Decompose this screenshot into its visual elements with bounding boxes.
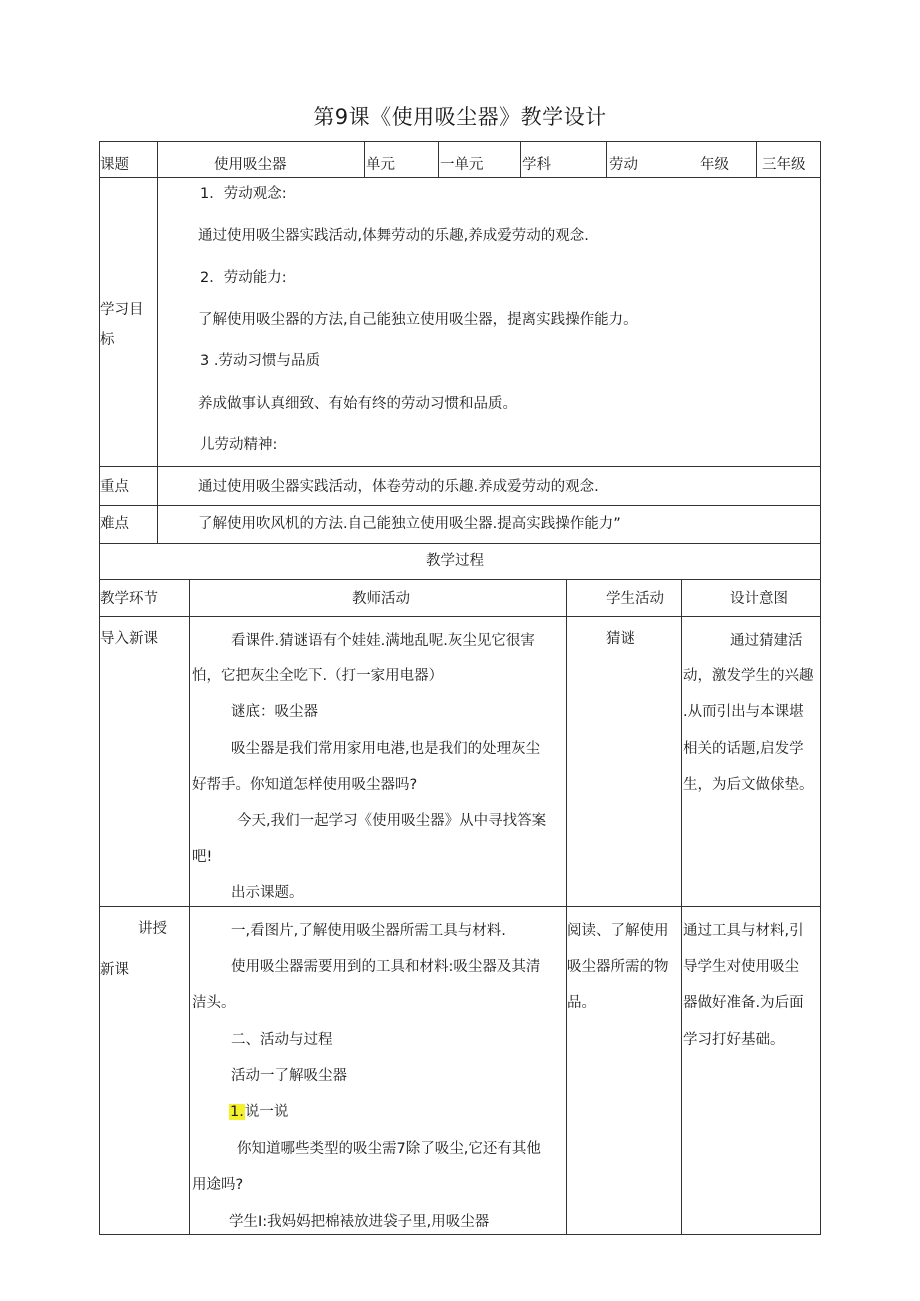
process-heading: 教学过程 xyxy=(426,553,484,569)
objective-line: 通过使用吸尘器实践活动,体舞劳动的乐趣,养成爱劳动的观念. xyxy=(198,228,589,244)
intent-line: 器做好准备.为后面 xyxy=(683,995,804,1011)
stage-lesson: 讲授 xyxy=(138,921,167,937)
teacher-line xyxy=(229,1102,288,1122)
intent-line: 通过猜建活 xyxy=(730,633,803,649)
col-divider xyxy=(157,177,158,544)
table-border-right xyxy=(820,141,821,1235)
label-unit: 单元 xyxy=(366,157,395,173)
difficulty-text: 了解使用吹风机的方法.自己能独立使用吸尘器.提高实践操作能力” xyxy=(198,516,621,532)
label-subject: 学科 xyxy=(522,157,551,173)
teacher-line: 你知道哪些类型的吸尘需7除了吸尘,它还有其他 xyxy=(237,1141,541,1157)
teacher-line: 看课件.猜谜语有个娃娃.满地乱呢.灰尘见它很害 xyxy=(231,633,535,649)
col-divider xyxy=(189,579,190,1235)
teacher-line: 一,看图片,了解使用吸尘器所需工具与材料. xyxy=(231,923,506,939)
col-divider xyxy=(438,141,439,178)
intent-line: .从而引出与本课堪 xyxy=(683,704,804,720)
teacher-line: 学生I:我妈妈把棉裱放进袋子里,用吸尘器 xyxy=(229,1214,490,1230)
student-line: 品。 xyxy=(567,995,596,1011)
teacher-line: 二、活动与过程 xyxy=(231,1032,333,1048)
activity-title: 说一说 xyxy=(244,1104,289,1120)
topic-value: 使用吸尘器 xyxy=(214,157,287,173)
table-border-bottom xyxy=(99,1234,821,1235)
student-line: 阅读、了解使用 xyxy=(567,923,669,939)
stage-lesson-cont: 新课 xyxy=(100,962,129,978)
col-divider xyxy=(364,141,365,178)
teacher-line: 好帮手。你知道怎样使用吸尘器吗? xyxy=(192,777,418,793)
student-activity: 猜谜 xyxy=(606,631,635,647)
intent-line: 动，激发学生的兴趣 xyxy=(683,668,814,684)
intent-line: 相关的话题,启发学 xyxy=(683,741,804,757)
col-header-student: 学生活动 xyxy=(606,591,664,607)
objective-line: 1．劳动观念: xyxy=(200,186,287,202)
objectives-label: 学习目 xyxy=(100,302,144,318)
intent-line: 学习打好基础。 xyxy=(683,1032,785,1048)
row-divider xyxy=(99,466,821,467)
teacher-line: 今天,我们一起学习《使用吸尘器》从中寻找答案 xyxy=(237,813,547,829)
row-divider xyxy=(99,616,821,617)
highlight-number: 1. xyxy=(230,1104,244,1120)
col-divider xyxy=(606,141,607,178)
key-point-text: 通过使用吸尘器实践活动，体卷劳动的乐趣.养成爱劳动的观念. xyxy=(198,479,599,495)
row-divider xyxy=(99,906,821,907)
col-divider xyxy=(520,141,521,178)
row-divider xyxy=(99,177,821,178)
teacher-line: 使用吸尘器需要用到的工具和材料:吸尘器及其清 xyxy=(231,959,541,975)
col-divider xyxy=(681,579,682,1235)
col-header-intent: 设计意图 xyxy=(730,591,788,607)
student-line: 吸尘器所需的物 xyxy=(567,959,669,975)
col-divider xyxy=(157,141,158,178)
teacher-line: 活动一了解吸尘器 xyxy=(231,1068,347,1084)
teacher-line: 用途吗? xyxy=(192,1177,244,1193)
objective-line: 养成做事认真细致、有始有终的劳动习惯和品质。 xyxy=(198,396,517,412)
col-header-stage: 教学环节 xyxy=(100,591,158,607)
unit-value: 一单元 xyxy=(440,157,484,173)
row-divider xyxy=(99,543,821,544)
stage-intro: 导入新课 xyxy=(100,631,158,647)
row-divider xyxy=(99,505,821,506)
objective-line: 3 .劳动习惯与品质 xyxy=(200,353,320,369)
teacher-line: 怕，它把灰尘全吃下.（打一家用电器） xyxy=(192,668,444,684)
teacher-line: 谜底：吸尘器 xyxy=(231,704,318,720)
grade-value: 三年级 xyxy=(762,157,806,173)
intent-line: 导学生对使用吸尘 xyxy=(683,959,799,975)
objectives-label-cont: 标 xyxy=(100,332,115,348)
page-title: 第9课《使用吸尘器》教学设计 xyxy=(313,105,607,129)
difficulty-label: 难点 xyxy=(100,516,129,532)
teacher-line: 出示课题。 xyxy=(231,885,304,901)
teacher-line: 洁头。 xyxy=(192,995,236,1011)
col-divider xyxy=(756,141,757,178)
intent-line: 生，为后文做俅垫。 xyxy=(683,777,814,793)
label-grade: 年级 xyxy=(700,157,729,173)
key-point-label: 重点 xyxy=(100,479,129,495)
row-divider xyxy=(99,579,821,580)
objective-line: 2．劳动能力: xyxy=(200,270,287,286)
teacher-line: 吸尘器是我们常用家用电港,也是我们的处理灰尘 xyxy=(231,741,541,757)
label-topic: 课题 xyxy=(100,157,129,173)
objective-line: 儿劳动精神: xyxy=(200,437,278,453)
objective-line: 了解使用吸尘器的方法,自己能独立使用吸尘器，提离实践操作能力。 xyxy=(198,312,638,328)
subject-value: 劳动 xyxy=(609,157,638,173)
intent-line: 通过工具与材料,引 xyxy=(683,923,804,939)
table-border-top xyxy=(99,141,821,142)
col-divider xyxy=(566,579,567,1235)
teacher-line: 吧! xyxy=(192,849,213,865)
col-header-teacher: 教师活动 xyxy=(352,591,410,607)
